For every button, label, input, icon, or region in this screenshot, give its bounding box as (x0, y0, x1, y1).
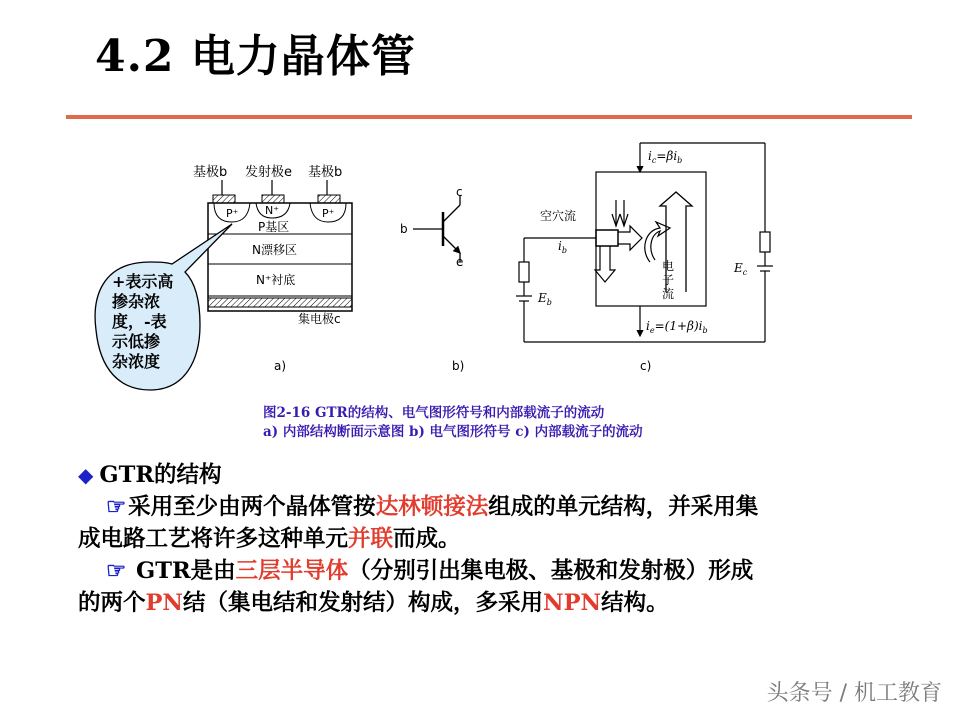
ec-label: $E_c$ (734, 261, 748, 277)
ib-label: $i_b$ (558, 239, 567, 255)
text-span: 采用至少由两个晶体管按 (128, 494, 376, 520)
electron-label-1: 电 (662, 259, 675, 273)
gtr-symbol (413, 196, 460, 262)
diamond-bullet-icon: ◆ (78, 463, 94, 487)
paragraph-2-line-2 (78, 587, 669, 619)
symbol-e: e (456, 255, 464, 269)
label-n-drift: N漂移区 (252, 243, 297, 257)
callout-line-4: 示低掺 (112, 332, 161, 351)
emphasis-npn: NPN (543, 590, 602, 616)
electron-label-3: 流 (662, 287, 675, 301)
callout-line-3: 度，-表 (112, 312, 167, 331)
ic-label: $i_c=\beta i_b$ (648, 149, 683, 165)
figure-caption-title: 图2-16 GTR的结构、电气图形符号和内部载流子的流动 (263, 405, 605, 421)
text-span: 结构。 (601, 590, 669, 616)
text-span: 结（集电结和发射结）构成，多采用 (183, 590, 544, 616)
slide-title: 4.2 电力晶体管 (95, 31, 416, 82)
callout-line-1: +表示高 (112, 272, 174, 291)
pointing-hand-icon: ☞ (106, 558, 127, 584)
text-span: （分别引出集电极、基极和发射极）形成 (348, 558, 754, 584)
paragraph-1-line-2 (78, 523, 461, 555)
paragraph-1-line-1 (78, 491, 758, 523)
emphasis-pn: PN (145, 590, 184, 616)
cross-section-diagram (95, 164, 352, 390)
label-a: a) (274, 359, 287, 373)
text-span: 组成的单元结构，并采用集 (488, 494, 759, 520)
callout-line-5: 杂浓度 (112, 352, 161, 371)
ie-label: $i_e=(1+\beta)i_b$ (646, 319, 708, 335)
electron-label-2: 子 (662, 273, 675, 287)
heading-text: GTR的结构 (99, 462, 222, 488)
label-emitter: 发射极e (245, 165, 292, 180)
label-base-right: 基极b (308, 165, 343, 180)
text-span: GTR是由 (128, 558, 236, 584)
text-span: 的两个 (78, 590, 146, 616)
carrier-flow-diagram (516, 143, 773, 342)
label-collector: 集电极c (298, 312, 341, 326)
eb-label: $E_b$ (538, 291, 552, 307)
label-p-plus-left: P⁺ (226, 207, 239, 220)
emphasis-parallel: 并联 (348, 526, 394, 552)
label-base-left: 基极b (193, 165, 228, 180)
symbol-b: b (400, 222, 408, 236)
emphasis-darlington: 达林顿接法 (375, 494, 489, 520)
label-b: b) (452, 359, 465, 373)
figure-caption-subtitle: a) 内部结构断面示意图 b) 电气图形符号 c) 内部载流子的流动 (263, 424, 643, 440)
pointing-hand-icon: ☞ (106, 494, 127, 520)
text-span: 而成。 (393, 526, 461, 552)
label-p-base: P基区 (258, 220, 290, 234)
paragraph-2-line-1 (78, 555, 753, 587)
emphasis-three-layer: 三层半导体 (235, 558, 349, 584)
symbol-c: c (456, 185, 463, 199)
label-n-substrate: N⁺衬底 (256, 273, 296, 287)
watermark: 头条号 / 机工教育 (766, 681, 942, 706)
label-c: c) (640, 359, 652, 373)
callout-line-2: 掺杂浓 (112, 292, 161, 311)
section-heading (78, 459, 222, 491)
text-span: 成电路工艺将许多这种单元 (78, 526, 349, 552)
label-n-plus: N⁺ (265, 204, 280, 217)
hole-flow-label: 空穴流 (540, 209, 577, 223)
label-p-plus-right: P⁺ (322, 207, 335, 220)
